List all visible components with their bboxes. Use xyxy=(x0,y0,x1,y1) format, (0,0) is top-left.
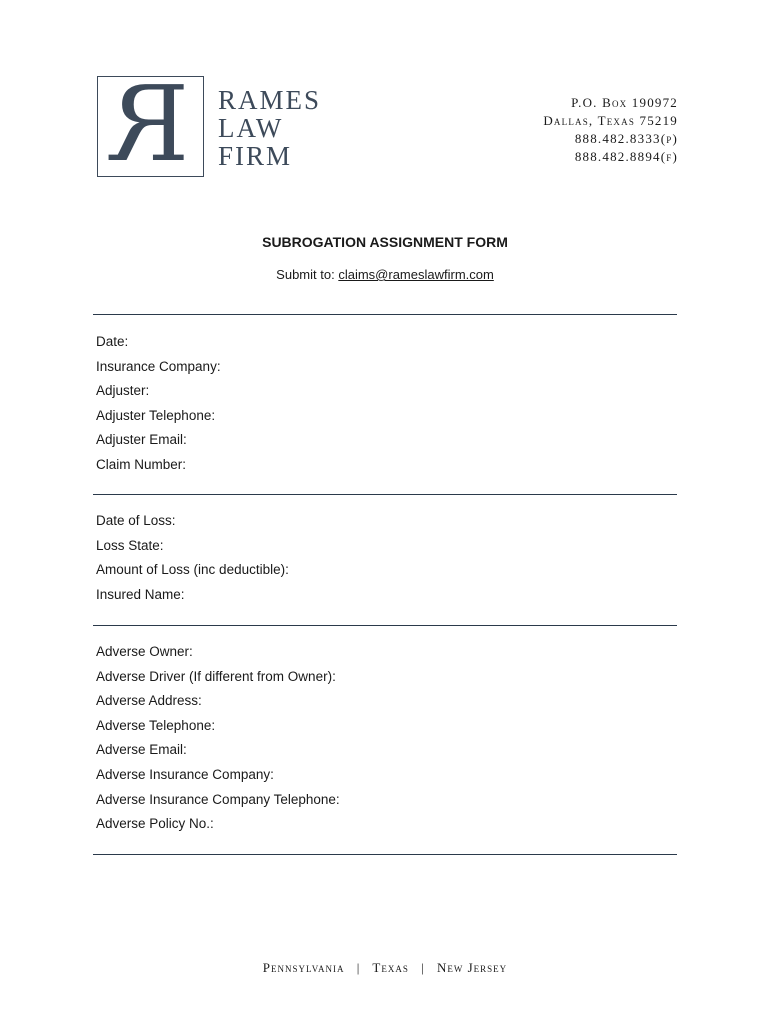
location-new-jersey: New Jersey xyxy=(436,960,508,975)
field-label: Insured Name: xyxy=(96,586,185,602)
field-label: Adjuster Email: xyxy=(96,432,187,448)
field-label: Adverse Address: xyxy=(96,693,202,709)
field-label: Adverse Policy No.: xyxy=(96,816,214,832)
section-divider xyxy=(93,494,677,495)
phone-line: 888.482.8333(p) xyxy=(574,131,678,146)
footer-separator: | xyxy=(356,960,361,975)
field-label: Adverse Email: xyxy=(96,742,187,758)
field-label: Adjuster: xyxy=(96,383,150,399)
field-label: Loss State: xyxy=(96,537,164,553)
submit-label: Submit to: xyxy=(276,267,335,282)
field-label: Adverse Owner: xyxy=(96,644,193,659)
field-label: Adverse Driver (If different from Owner): xyxy=(96,668,336,684)
firm-address xyxy=(543,94,678,166)
office-locations-footer xyxy=(0,960,770,976)
logo-word: RAMES xyxy=(218,85,322,115)
submit-instructions xyxy=(0,267,770,282)
location-texas: Texas xyxy=(372,960,409,975)
section-divider xyxy=(93,854,677,855)
section-divider xyxy=(93,625,677,626)
field-label: Date of Loss: xyxy=(96,513,176,528)
field-label: Claim Number: xyxy=(96,456,187,472)
field-label: Adverse Insurance Company: xyxy=(96,766,274,782)
footer-separator: | xyxy=(421,960,425,975)
address-line: Dallas, Texas 75219 xyxy=(543,113,678,128)
loss-info-section xyxy=(96,512,289,610)
claim-info-section xyxy=(96,333,221,481)
field-label: Date: xyxy=(96,334,129,349)
form-title: SUBROGATION ASSIGNMENT FORM xyxy=(262,234,508,250)
section-divider xyxy=(93,314,677,315)
adverse-party-section xyxy=(96,643,340,840)
fax-line: 888.482.8894(f) xyxy=(574,149,678,164)
logo-wordmark xyxy=(218,86,321,170)
logo-word: LAW xyxy=(218,113,284,143)
field-label: Adjuster Telephone: xyxy=(96,407,216,423)
location-pennsylvania: Pennsylvania xyxy=(262,960,345,975)
field-label: Insurance Company: xyxy=(96,358,221,374)
submit-email-link[interactable]: claims@rameslawfirm.com xyxy=(338,267,494,282)
logo-mark xyxy=(97,76,204,177)
field-label: Adverse Insurance Company Telephone: xyxy=(96,791,340,807)
logo-word: FIRM xyxy=(218,141,293,171)
logo-letter: R xyxy=(111,76,190,177)
field-label: Amount of Loss (inc deductible): xyxy=(96,562,289,578)
address-line: P.O. Box 190972 xyxy=(571,95,678,110)
field-label: Adverse Telephone: xyxy=(96,717,216,733)
